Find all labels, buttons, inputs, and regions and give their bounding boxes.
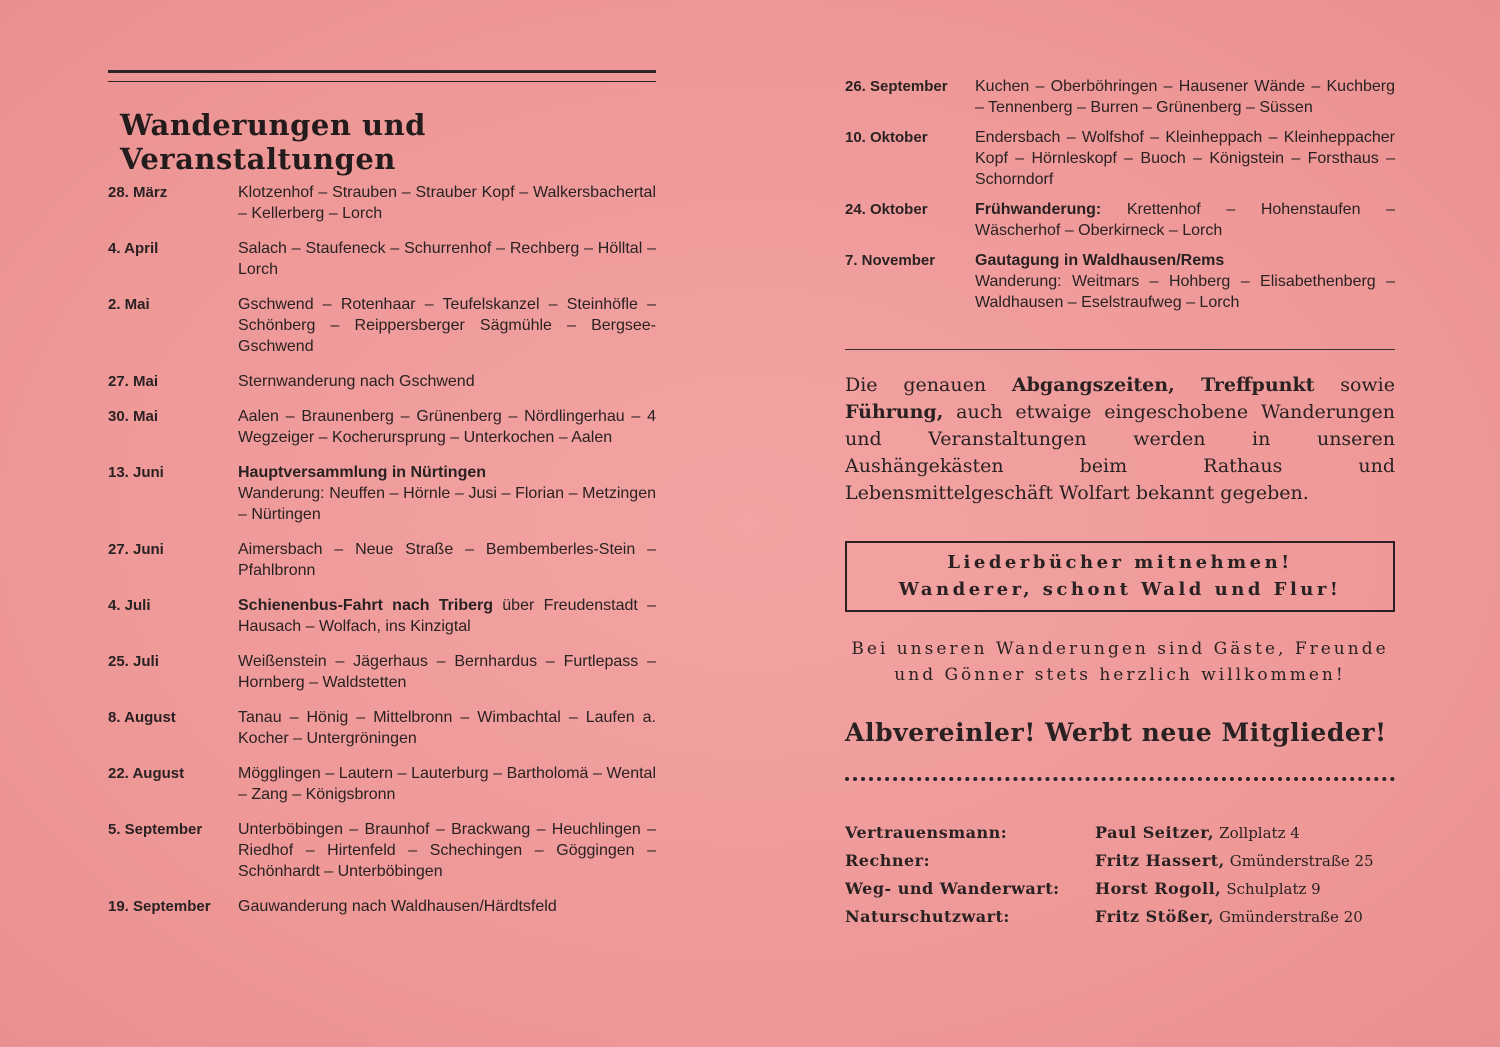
event-text: Unterböbingen – Braunhof – Brackwang – Heuchlingen – Riedhof – Hirtenfeld – Schechingen – Göggingen – Schönhardt – Unterböbingen (238, 821, 656, 880)
event-date: 10. Oktober (845, 129, 928, 146)
event-row (845, 127, 1395, 190)
event-text: Aalen – Braunenberg – Grünenberg – Nördlingerhau – 4 Wegzeiger – Kocherursprung – Unterkochen – Aalen (238, 408, 656, 446)
event-route (238, 819, 656, 882)
event-title: Hauptversammlung in Nürtingen (238, 464, 487, 481)
event-row (108, 707, 656, 749)
event-row (108, 462, 656, 525)
event-title: Schienenbus-Fahrt nach Triberg (238, 597, 494, 614)
membership-slogan: Albvereinler! Werbt neue Mitglieder! (845, 718, 1387, 747)
event-list-left (108, 182, 656, 917)
right-column (845, 76, 1395, 931)
event-text: über Freudenstadt – Hausach – Wolfach, ins Kinzigtal (238, 597, 657, 635)
event-text: Weißenstein – Jägerhaus – Bernhardus – Furtlepass – Hornberg – Waldstetten (238, 653, 656, 691)
event-text: Wanderung: Neuffen – Hörnle – Jusi – Florian – Metzingen – Nürtingen (238, 485, 656, 523)
event-row (108, 238, 656, 280)
notice-text: sowie (1314, 374, 1395, 396)
contact-person (1095, 819, 1300, 847)
dotted-rule (845, 777, 1395, 781)
contact-role: Vertrauensmann: (845, 823, 1008, 842)
event-text: Endersbach – Wolfshof – Kleinheppach – Kleinheppacher Kopf – Hörnleskopf – Buoch – Königstein – Forsthaus – Schorndorf (975, 129, 1395, 188)
contact-role: Weg- und Wanderwart: (845, 879, 1060, 898)
contact-role: Rechner: (845, 851, 930, 870)
contact-name: Fritz Hassert, (1095, 851, 1225, 870)
event-text: Sternwanderung nach Gschwend (238, 373, 475, 390)
event-date: 27. Juni (108, 541, 164, 558)
notice-bold: Führung, (845, 401, 944, 423)
contact-address: Gmünderstraße 20 (1219, 908, 1363, 926)
contact-row (845, 847, 1395, 875)
event-date: 27. Mai (108, 373, 159, 390)
divider-rule (845, 349, 1395, 350)
contact-person (1095, 847, 1374, 875)
contact-person (1095, 875, 1321, 903)
guests-welcome (845, 636, 1395, 688)
event-date: 22. August (108, 765, 185, 782)
event-text: Wanderung: Weitmars – Hohberg – Elisabethenberg – Waldhausen – Eselstraufweg – Lorch (975, 273, 1395, 311)
event-date: 2. Mai (108, 296, 150, 313)
event-route (975, 250, 1395, 313)
event-text: Aimersbach – Neue Straße – Bembemberles-Stein – Pfahlbronn (238, 541, 656, 579)
event-row (845, 76, 1395, 118)
event-date: 26. September (845, 78, 948, 95)
contact-address: Zollplatz 4 (1219, 824, 1300, 842)
contact-row (845, 903, 1395, 931)
event-list-right (845, 76, 1395, 313)
guests-line: und Gönner stets herzlich willkommen! (894, 665, 1346, 685)
event-date: 30. Mai (108, 408, 159, 425)
guests-line: Bei unseren Wanderungen sind Gäste, Freunde (851, 639, 1389, 659)
notice-text: auch etwaige eingeschobene Wanderungen und Veranstaltungen werden in unseren Aushängekästen beim Rathaus und Lebensmittelgeschäft Wolfart bekannt gegeben. (845, 401, 1395, 504)
event-title: Gautagung in Waldhausen/Rems (975, 252, 1225, 269)
top-double-rule (108, 70, 656, 82)
event-text: Krettenhof – Hohenstaufen – Wäscherhof – Oberkirneck – Lorch (975, 201, 1396, 239)
event-row (845, 250, 1395, 313)
songbook-box (845, 541, 1395, 612)
contact-row (845, 875, 1395, 903)
left-column (108, 70, 656, 931)
event-route (238, 294, 656, 357)
event-text: Tanau – Hönig – Mittelbronn – Wimbachtal – Laufen a. Kocher – Untergröningen (238, 709, 656, 747)
event-text: Gauwanderung nach Waldhausen/Härdtsfeld (238, 898, 557, 915)
contact-name: Fritz Stößer, (1095, 907, 1214, 926)
event-date: 13. Juni (108, 464, 164, 481)
event-route (238, 371, 656, 392)
event-text: Salach – Staufeneck – Schurrenhof – Rechberg – Hölltal – Lorch (238, 240, 656, 278)
event-route (238, 182, 656, 224)
event-route (238, 539, 656, 581)
event-route (975, 127, 1395, 190)
event-route (975, 199, 1395, 241)
event-row (108, 182, 656, 224)
event-date: 28. März (108, 184, 168, 201)
event-text: Klotzenhof – Strauben – Strauber Kopf – Walkersbachertal – Kellerberg – Lorch (238, 184, 656, 222)
event-route (238, 462, 656, 525)
event-date: 19. September (108, 898, 211, 915)
contact-person (1095, 903, 1363, 931)
event-date: 5. September (108, 821, 203, 838)
box-line: Liederbücher mitnehmen! (947, 552, 1293, 573)
event-date: 24. Oktober (845, 201, 928, 218)
contact-row (845, 819, 1395, 847)
contact-address: Schulplatz 9 (1226, 880, 1321, 898)
event-row (108, 763, 656, 805)
event-text: Kuchen – Oberböhringen – Hausener Wände – Kuchberg – Tennenberg – Burren – Grünenberg – Süssen (975, 78, 1395, 116)
event-row (845, 199, 1395, 241)
event-route (238, 707, 656, 749)
event-text: Mögglingen – Lautern – Lauterburg – Bartholomä – Wental – Zang – Königsbronn (238, 765, 656, 803)
event-row (108, 371, 656, 392)
event-row (108, 406, 656, 448)
contact-role: Naturschutzwart: (845, 907, 1010, 926)
event-route (975, 76, 1395, 118)
contacts-list (845, 819, 1395, 931)
event-date: 7. November (845, 252, 936, 269)
event-route (238, 896, 656, 917)
event-title: Frühwanderung: (975, 201, 1102, 218)
contact-address: Gmünderstraße 25 (1229, 852, 1374, 870)
schedule-heading: Wanderungen und Veranstaltungen (120, 108, 426, 176)
event-route (238, 238, 656, 280)
event-row (108, 819, 656, 882)
event-route (238, 763, 656, 805)
box-line: Wanderer, schont Wald und Flur! (898, 579, 1342, 600)
notice-paragraph (845, 372, 1395, 507)
contact-name: Horst Rogoll, (1095, 879, 1222, 898)
notice-bold: Abgangszeiten, Treffpunkt (1011, 374, 1315, 396)
notice-text: Die genauen (845, 374, 1012, 396)
event-date: 25. Juli (108, 653, 159, 670)
event-date: 8. August (108, 709, 176, 726)
event-date: 4. April (108, 240, 159, 257)
event-row (108, 294, 656, 357)
event-row (108, 539, 656, 581)
event-route (238, 406, 656, 448)
event-route (238, 651, 656, 693)
event-route (238, 595, 656, 637)
contact-name: Paul Seitzer, (1095, 823, 1215, 842)
event-row (108, 595, 656, 637)
event-text: Gschwend – Rotenhaar – Teufelskanzel – Steinhöfle – Schönberg – Reippersberger Sägmühle – Bergsee-Gschwend (238, 296, 656, 355)
event-row (108, 651, 656, 693)
event-row (108, 896, 656, 917)
event-date: 4. Juli (108, 597, 151, 614)
